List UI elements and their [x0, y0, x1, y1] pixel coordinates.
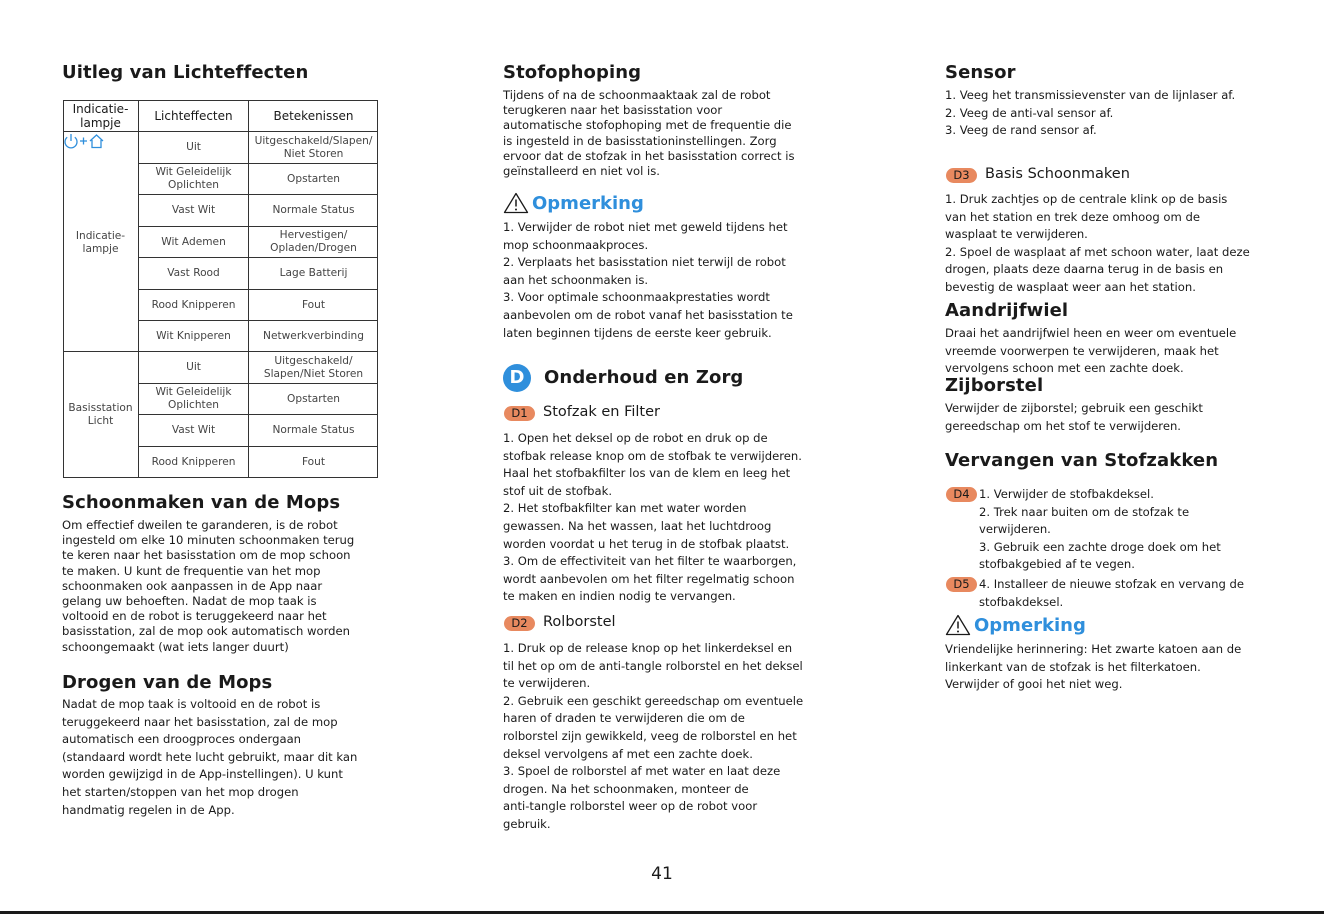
header-light-effects: Lichteffecten — [154, 108, 233, 123]
heading-maintenance: Onderhoud en Zorg — [544, 367, 744, 388]
table-row-meaning: Uitgeschakeld/ Slapen/Niet Storen — [263, 354, 364, 380]
text-install-step: 4. Installeer de nieuwe stofzak en vervang de stofbakdeksel. — [979, 577, 1245, 609]
heading-dust-collection: Stofophoping — [503, 62, 642, 83]
badge-d1: D1 — [504, 406, 535, 421]
note-text-middle: 1. Verwijder de robot niet met geweld tijdens het mop schoonmaakproces. 2. Verplaats het basisstation niet terwijl de robot aan het schoonmaken is. 3. Voor optimale schoonmaakprestaties wordt aanbevolen om de robot vanaf het basisstation te laten beginnen tijdens de eerste keer gebruik. — [503, 220, 793, 340]
note-middle — [503, 192, 644, 214]
heading-sensor: Sensor — [945, 62, 1016, 83]
table-row-effect: Rood Knipperen — [151, 298, 236, 311]
table-row-meaning: Lage Batterij — [279, 267, 348, 280]
text-replace-steps: 1. Verwijder de stofbakdeksel. 2. Trek naar buiten om de stofzak te verwijderen. 3. Gebruik een zachte droge doek om het stofbakgebied af te vegen. — [979, 487, 1221, 572]
text-roller-brush: 1. Druk op de release knop op het linkerdeksel en til het op om de anti-tangle rolborstel en het deksel te verwijderen. 2. Gebruik een geschikt gereedschap om eventuele haren of draden te verwijderen die om de rolborstel zijn gewikkeld, veeg de rolborstel en het deksel vervolgens af met een zachte doek. 3. Spoel de rolborstel af met water en laat deze drogen. Na het schoonmaken, monteer de anti-tangle rolborstel weer op de robot voor gebruik. — [503, 641, 804, 831]
text-drying-mops: Nadat de mop taak is voltooid en de robot is teruggekeerd naar het basisstation, zal de mop automatisch een droogproces ondergaan (standaard wordt hete lucht gebruikt, maar dit kan worden gewijzigd in de App-instellingen). U kunt het starten/stoppen van het mop drogen handmatig regelen in de App. — [62, 697, 358, 817]
badge-d3: D3 — [946, 168, 977, 183]
table-row-meaning: Opstarten — [287, 172, 340, 185]
header-indicator: Indicatie- lampje — [72, 101, 129, 130]
table-row-meaning: Netwerkverbinding — [263, 329, 364, 342]
table-row-meaning: Normale Status — [272, 424, 355, 437]
group1-label: Indicatie- lampje — [75, 229, 126, 255]
note-text-right: Vriendelijke herinnering: Het zwarte katoen aan de linkerkant van de stofzak is het filterkatoen. Verwijder of gooi het niet weg. — [945, 642, 1242, 692]
text-cleaning-mops: Om effectief dweilen te garanderen, is de robot ingesteld om elke 10 minuten schoonmaken terug te keren naar het basisstation om de mop schoon te maken. U kunt de frequentie van het mop schoonmaken ook aanpassen in de App naar gelang uw behoeften. Nadat de mop taak is voltooid en de robot is teruggekeerd naar het basisstation, zal de mop ook automatisch worden schoongemaakt (wat iets langer duurt) — [62, 518, 355, 654]
text-dustbag-filter: 1. Open het deksel op de robot en druk op de stofbak release knop om de stofbak te verwijderen. Haal het stofbakfilter los van de klem en leeg het stof uit de stofbak. 2. Het stofbakfilter kan met water worden gewassen. Na het wassen, laat het luchtdroog worden voordat u het terug in de stofbak plaatst. 3. Om de effectiviteit van het filter te waarborgen, wordt aanbevolen om het filter regelmatig schoon te maken en indien nodig te vervangen. — [503, 431, 802, 604]
table-row-effect: Wit Geleidelijk Oplichten — [155, 166, 232, 191]
section-d-icon: D — [503, 364, 531, 392]
table-row-effect: Wit Knipperen — [156, 329, 231, 342]
heading-drying-mops: Drogen van de Mops — [62, 672, 273, 693]
heading-base-cleaning: Basis Schoonmaken — [985, 166, 1130, 182]
home-icon — [90, 135, 103, 148]
table-row-effect: Uit — [186, 141, 201, 154]
heading-cleaning-mops: Schoonmaken van de Mops — [62, 492, 341, 513]
text-base-cleaning: 1. Druk zachtjes op de centrale klink op de basis van het station en trek deze omhoog om de wasplaat te verwijderen. 2. Spoel de wasplaat af met schoon water, laat deze drogen, plaats deze daarna terug in de basis en bevestig de wasplaat weer aan het station. — [945, 192, 1250, 294]
table-row-effect: Wit Ademen — [161, 235, 226, 248]
table-row-meaning: Fout — [301, 298, 326, 311]
table-row-effect: Rood Knipperen — [151, 456, 236, 469]
table-row-effect: Vast Wit — [171, 204, 216, 217]
group2-label: Basisstation Licht — [68, 402, 133, 427]
table-row-effect: Wit Geleidelijk Oplichten — [155, 386, 232, 411]
table-row-meaning: Opstarten — [287, 392, 340, 405]
badge-d4: D4 — [946, 487, 977, 502]
heading-drive-wheel: Aandrijfwiel — [945, 300, 1069, 321]
table-row-meaning: Uitgeschakeld/Slapen/ Niet Storen — [254, 134, 373, 160]
page-number: 41 — [651, 864, 673, 884]
table-row-effect: Vast Rood — [167, 267, 220, 280]
power-home-icon — [63, 132, 105, 150]
table-row-effect: Uit — [186, 361, 201, 374]
table-row-meaning: Hervestigen/ Opladen/Drogen — [270, 229, 357, 254]
text-side-brush: Verwijder de zijborstel; gebruik een geschikt gereedschap om het stof te verwijderen. — [945, 401, 1203, 433]
note-right — [945, 614, 1086, 636]
heading-roller-brush: Rolborstel — [543, 614, 616, 630]
text-dust-collection: Tijdens of na de schoonmaaktaak zal de robot terugkeren naar het basisstation voor automatische stofophoping met de frequentie die is ingesteld in de basisstationinstellingen. Zorg ervoor dat de stofzak in het basisstation correct is geïnstalleerd en niet vol is. — [503, 88, 795, 179]
heading-side-brush: Zijborstel — [945, 375, 1044, 396]
light-effects-table — [63, 100, 378, 478]
warning-icon — [503, 192, 529, 214]
note-label: Opmerking — [532, 192, 644, 214]
warning-icon — [945, 614, 971, 636]
table-row-effect: Vast Wit — [171, 424, 216, 437]
heading-light-effects: Uitleg van Lichteffecten — [62, 62, 309, 83]
heading-dustbag-filter: Stofzak en Filter — [543, 404, 660, 420]
header-meanings: Betekenissen — [273, 108, 354, 123]
table-row-meaning: Fout — [301, 456, 326, 469]
badge-d5: D5 — [946, 577, 977, 592]
table-row-meaning: Normale Status — [272, 204, 355, 217]
group-indicator-light — [63, 132, 138, 351]
heading-replace-dustbags: Vervangen van Stofzakken — [945, 450, 1219, 471]
note-label: Opmerking — [974, 614, 1086, 636]
text-sensor: 1. Veeg het transmissievenster van de lijnlaser af. 2. Veeg de anti-val sensor af. 3. Veeg de rand sensor af. — [945, 88, 1236, 138]
text-drive-wheel: Draai het aandrijfwiel heen en weer om eventuele vreemde voorwerpen te verwijderen, maak het vervolgens schoon met een zachte doek. — [945, 326, 1237, 376]
badge-d2: D2 — [504, 616, 535, 631]
